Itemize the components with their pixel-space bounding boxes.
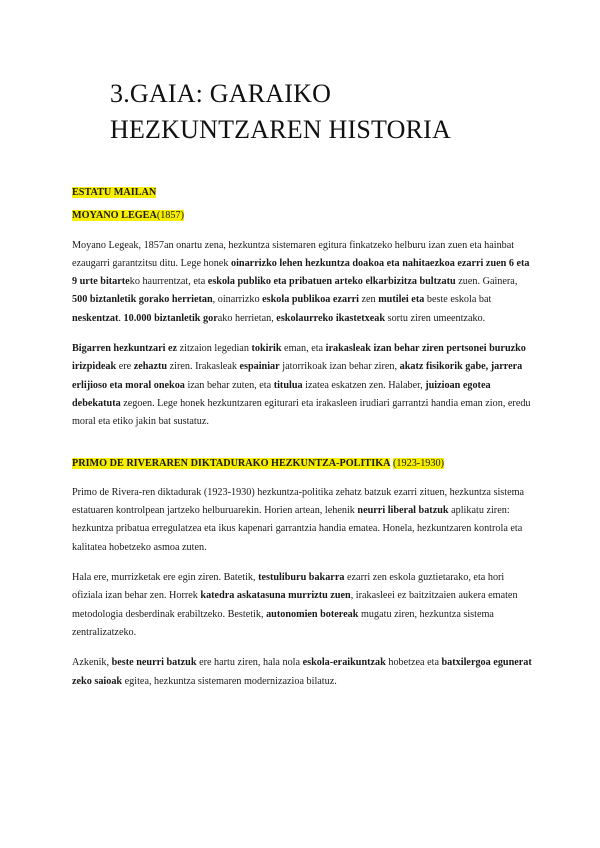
bold-run: akatz fisikorik gabe, jarrera erlijioso eta moral onekoa bbox=[72, 361, 523, 391]
bold-run: batxilergoa egunerat zeko saioak bbox=[72, 657, 532, 687]
bold-run: tokirik bbox=[251, 343, 282, 355]
bold-run: titulua bbox=[273, 379, 303, 391]
text-run: ako herrietan, bbox=[217, 312, 277, 324]
bold-run: testuliburu bakarra bbox=[258, 572, 345, 584]
bold-run: irakasleak izan behar ziren pertsonei buruzko irizpideak bbox=[72, 343, 526, 373]
bold-run: espainiar bbox=[239, 361, 280, 373]
moyano-heading-text: MOYANO LEGEA bbox=[72, 210, 157, 222]
text-run: Primo de Rivera-ren diktadurak (1923-1930) hezkuntza-politika zehatz batzuk ezarri zituen, hezkuntza sistema estatuaren kontrolpean jartzeko helburuarekin. Horien artean, lehenik bbox=[72, 486, 525, 517]
title-line-2: HEZKUNTZAREN HISTORIA bbox=[110, 115, 451, 144]
heading-highlight: ESTATU MAILAN bbox=[72, 187, 157, 198]
bold-run: mutilei eta bbox=[378, 294, 425, 306]
text-run: zitzaion legedian bbox=[177, 343, 252, 355]
text-run: izatea eskatzen zen. Halaber, bbox=[302, 379, 426, 391]
primo-heading-text: PRIMO DE RIVERAREN DIKTADURAKO HEZKUNTZA-POLITIKA bbox=[72, 457, 391, 469]
paragraph-moyano-1 bbox=[72, 237, 532, 328]
page-title bbox=[110, 76, 451, 148]
text-run: ko haurrentzat, eta bbox=[129, 276, 208, 288]
bold-run: juizioan egotea debekatuta bbox=[72, 379, 491, 409]
bold-run: eskolaurreko ikastetxeak bbox=[276, 312, 386, 324]
primo-heading-years: (1923-1930) bbox=[393, 457, 444, 469]
bold-run: katedra askatasuna murriztu zuen bbox=[200, 590, 351, 602]
bold-run: zehaztu bbox=[133, 361, 168, 373]
text-run: , irakasleei ez baitzitzaien aukera ematen metodologia desberdinak erabiltzeko. Bestetik, bbox=[72, 590, 518, 620]
subsection-heading-moyano bbox=[72, 207, 532, 225]
bold-run: neurri liberal batzuk bbox=[357, 505, 449, 517]
text-run: ere bbox=[116, 361, 134, 373]
text-run: izan behar zuten, eta bbox=[184, 379, 274, 391]
text-run: zuen. Gainera, bbox=[455, 276, 518, 288]
text-run: jatorrikoak izan behar ziren, bbox=[279, 361, 400, 373]
text-run: , oinarrizko bbox=[212, 294, 263, 306]
bold-run: Bigarren hezkuntzari ez bbox=[72, 343, 178, 355]
bold-run: autonomien botereak bbox=[266, 608, 359, 620]
paragraph-primo-3 bbox=[72, 654, 532, 691]
bold-run: eskola publikoa ezarri bbox=[262, 294, 359, 306]
paragraph-moyano-2 bbox=[72, 340, 532, 431]
text-run: zen bbox=[358, 294, 379, 306]
bold-run: beste neurri batzuk bbox=[111, 657, 197, 669]
text-run: . bbox=[118, 312, 124, 324]
text-run: Hala ere, murrizketak ere egin ziren. Batetik, bbox=[72, 572, 259, 584]
text-run: Moyano Legeak, 1857an onartu zena, hezkuntza sistemaren egitura finkatzeko helburu izan zuen eta hainbat ezaugarri garantzitsu ditu. Lege honek bbox=[72, 239, 515, 269]
bold-run: eskola-eraikuntzak bbox=[302, 657, 386, 669]
moyano-heading-years: (1857) bbox=[156, 210, 184, 222]
bold-run: oinarrizko lehen hezkuntza doakoa eta nahitaezkoa ezarri zuen 6 eta 9 urte bitarte bbox=[72, 257, 530, 288]
text-run: ezarri zen eskola guztietarako, eta hori ofiziala izan behar zen. Horrek bbox=[72, 572, 505, 602]
bold-run: 10.000 biztanletik gor bbox=[123, 312, 218, 324]
text-run: mugatu ziren, hezkuntza sistema zentralizatzeko. bbox=[72, 608, 494, 638]
text-run: ziren. Irakasleak bbox=[167, 361, 240, 373]
bold-run: neskentzat bbox=[72, 312, 119, 324]
text-run: sortu ziren umeentzako. bbox=[385, 312, 486, 324]
text-run: aplikatu ziren: hezkuntza pribatua erregulatzea eta ikus kapenari garrantzia handia ematea. Honela, hezkuntzaren kontrola eta kalitatea hobetzeko asmoa zuten. bbox=[72, 505, 523, 553]
bold-run: eskola publiko eta pribatuen arteko elkarbizitza bultzatu bbox=[207, 276, 456, 288]
paragraph-primo-1 bbox=[72, 484, 532, 557]
text-run: beste eskola bat bbox=[424, 294, 492, 306]
text-run: hobetzea eta bbox=[385, 657, 442, 669]
text-run: zegoen. Lege honek hezkuntzaren egiturari eta irakasleen irudiari garrantzi handia eman zion, eredu moral eta etiko jakin bat sustatuz. bbox=[72, 397, 531, 428]
section-heading-primo-de-rivera bbox=[72, 455, 532, 473]
text-run: egitea, hezkuntza sistemaren modernizazioa bilatuz. bbox=[122, 675, 337, 687]
paragraph-primo-2 bbox=[72, 569, 532, 642]
text-run: eman, eta bbox=[281, 343, 326, 355]
text-run: ere hartu ziren, hala nola bbox=[196, 657, 303, 669]
title-line-1: 3.GAIA: GARAIKO bbox=[110, 79, 332, 108]
text-run: Azkenik, bbox=[72, 657, 112, 669]
bold-run: 500 biztanletik gorako herrietan bbox=[72, 294, 213, 306]
document-body bbox=[72, 184, 532, 703]
section-heading-estatu-mailan bbox=[72, 184, 532, 202]
